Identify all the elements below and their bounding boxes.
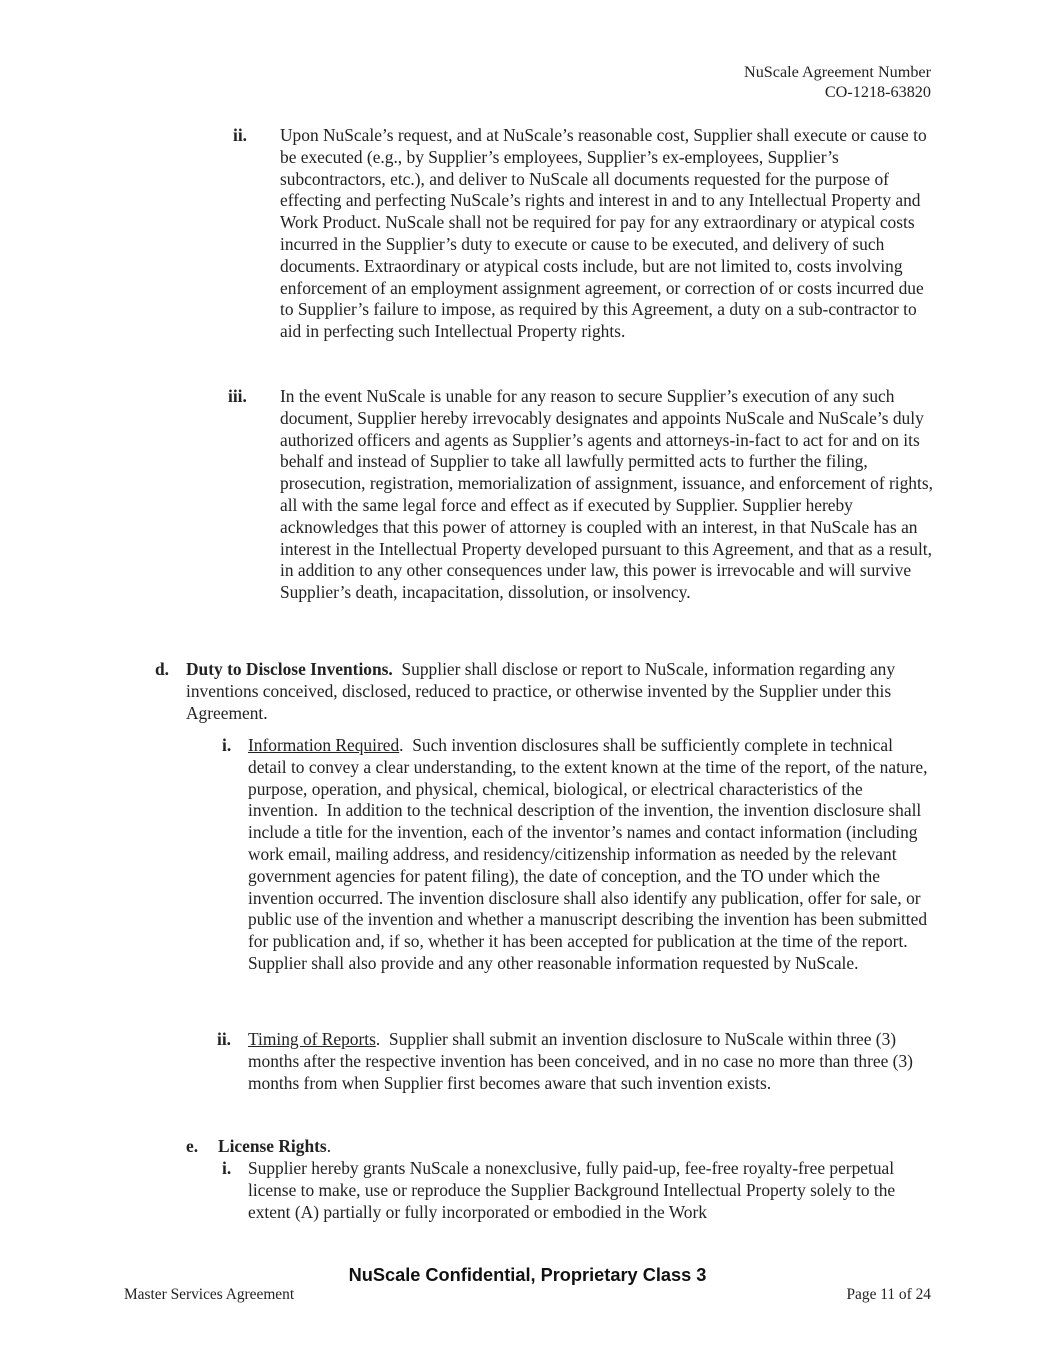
clause-number: iii. [228, 386, 247, 406]
document-name: Master Services Agreement [124, 1286, 295, 1303]
clause-text: Supplier hereby grants NuScale a nonexclusive, fully paid-up, fee-free royalty-free perpetual license to make, use or reproduce the Supplier Background Intellectual Property solely to the extent (A) partially or fully incorporated or embodied in the Work [248, 1158, 896, 1222]
page-header [744, 62, 931, 102]
agreement-number-label: NuScale Agreement Number [744, 63, 931, 81]
clause-text: Upon NuScale’s request, and at NuScale’s reasonable cost, Supplier shall execute or cause to be executed (e.g., by Supplier’s employees, Supplier’s ex-employees, Supplier’s subcontractors, etc.), and deliver to NuScale all documents requested for the purpose of effecting and perfecting NuScale’s rights and interest in and to any Intellectual Property and Work Product. NuScale shall not be required for pay for any extraordinary or atypical costs incurred in the Supplier’s duty to execute or cause to be executed, and delivery of such documents. Extraordinary or atypical costs include, but are not limited to, costs involving enforcement of an employment assignment agreement, or correction of or costs incurred due to Supplier’s failure to impose, as required by this Agreement, a duty on a sub-contractor to aid in perfecting such Intellectual Property rights. [280, 125, 927, 342]
clause-heading: Information Required [248, 735, 400, 755]
clause-number: i. [222, 735, 232, 755]
clause-text: In the event NuScale is unable for any reason to secure Supplier’s execution of any such document, Supplier hereby irrevocably designates and appoints NuScale and NuScale’s duly authorized officers and agents as Supplier’s agents and attorneys-in-fact to act for and on its behalf and instead of Supplier to take all lawfully permitted acts to further the filing, prosecution, registration, memorialization of assignment, issuance, and enforcement of rights, all with the same legal force and effect as if executed by Supplier. Supplier hereby acknowledges that this power of attorney is coupled with an interest, in that NuScale has an interest in the Intellectual Property developed pursuant to this Agreement, and that as a result, in addition to any other consequences under law, this power is irrevocable and will survive Supplier’s death, incapacitation, dissolution, or insolvency. [280, 386, 933, 603]
clause-body: . Supplier shall submit an invention disclosure to NuScale within three (3) months after the respective invention has been conceived, and in no case no more than three (3) months from when Supplier first becomes aware that such invention exists. [248, 1029, 918, 1093]
clause-number: i. [222, 1158, 232, 1178]
section-heading: Duty to Disclose Inventions. [186, 659, 393, 679]
clause-text [248, 1029, 934, 1094]
section-heading-tail: . [326, 1136, 332, 1156]
section-d-text [186, 659, 936, 724]
agreement-number: CO-1218-63820 [824, 83, 931, 101]
clause-number: ii. [217, 1029, 232, 1049]
page-number: Page 11 of 24 [846, 1286, 931, 1303]
clause-text [248, 735, 930, 975]
confidentiality-notice: NuScale Confidential, Proprietary Class 3 [348, 1265, 707, 1285]
section-body: Supplier shall disclose or report to NuScale, information regarding any inventions conceived, disclosed, reduced to practice, or otherwise invented by the Supplier under this Agreement. [186, 659, 900, 723]
clause-number: ii. [233, 125, 248, 145]
section-number: d. [155, 659, 170, 679]
clause-heading: Timing of Reports [248, 1029, 376, 1049]
section-number: e. [186, 1136, 199, 1156]
section-heading: License Rights [218, 1136, 327, 1156]
clause-body: . Such invention disclosures shall be sufficiently complete in technical detail to convey a clear understanding, to the extent known at the time of the report, of the nature, purpose, operation, and physical, chemical, biological, or electrical characteristics of the invention. In addition to the technical description of the invention, the invention disclosure shall include a title for the invention, each of the inventor’s names and contact information (including work email, mailing address, and residency/citizenship information as needed by the relevant government agencies for patent filing), the date of conception, and the TO under which the invention occurred. The invention disclosure shall also identify any publication, offer for sale, or public use of the invention and whether a manuscript describing the invention has been submitted for publication and, if so, whether it has been accepted for publication at the time of the report. Supplier shall also provide and any other reasonable information requested by NuScale. [248, 735, 932, 973]
section-e-heading-line [218, 1136, 918, 1158]
